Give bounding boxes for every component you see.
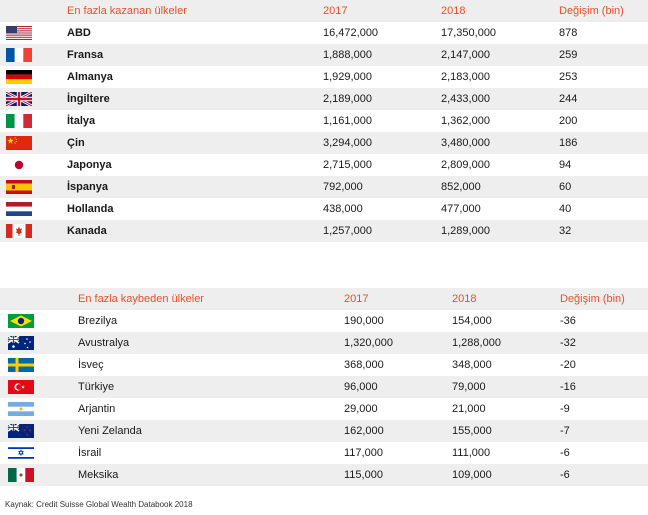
value-change: -32 bbox=[560, 337, 576, 349]
sweden-flag-icon bbox=[8, 358, 34, 372]
mexico-flag-icon bbox=[8, 468, 34, 482]
value-2017: 1,929,000 bbox=[323, 71, 372, 83]
value-2018: 2,433,000 bbox=[441, 93, 490, 105]
country-name: ABD bbox=[67, 27, 91, 39]
germany-flag-icon bbox=[6, 70, 32, 84]
value-change: -9 bbox=[560, 403, 570, 415]
country-name: İspanya bbox=[67, 181, 108, 193]
table-row bbox=[0, 442, 648, 464]
country-name: İsrail bbox=[78, 447, 102, 459]
value-2018: 2,147,000 bbox=[441, 49, 490, 61]
country-name: Avustralya bbox=[78, 337, 130, 349]
country-name: Hollanda bbox=[67, 203, 114, 215]
value-change: 253 bbox=[559, 71, 578, 83]
table-row bbox=[0, 110, 648, 132]
losers-header-2017: 2017 bbox=[344, 293, 369, 305]
gainers-header-2017: 2017 bbox=[323, 5, 348, 17]
value-2018: 21,000 bbox=[452, 403, 486, 415]
value-2017: 1,320,000 bbox=[344, 337, 393, 349]
value-2017: 3,294,000 bbox=[323, 137, 372, 149]
table-row bbox=[0, 376, 648, 398]
source-note: Kaynak: Credit Suisse Global Wealth Databook 2018 bbox=[5, 500, 193, 509]
value-change: 878 bbox=[559, 27, 578, 39]
france-flag-icon bbox=[6, 48, 32, 62]
netherlands-flag-icon bbox=[6, 202, 32, 216]
value-2017: 115,000 bbox=[344, 469, 383, 481]
gainers-header-change: Değişim (bin) bbox=[559, 5, 624, 17]
country-name: Kanada bbox=[67, 225, 107, 237]
losers-table bbox=[0, 288, 648, 486]
value-change: -36 bbox=[560, 315, 576, 327]
gainers-header-row bbox=[0, 0, 648, 22]
value-change: 259 bbox=[559, 49, 578, 61]
table-row bbox=[0, 220, 648, 242]
value-change: -20 bbox=[560, 359, 576, 371]
brazil-flag-icon bbox=[8, 314, 34, 328]
country-name: Arjantin bbox=[78, 403, 116, 415]
table-row bbox=[0, 420, 648, 442]
china-flag-icon bbox=[6, 136, 32, 150]
value-2017: 190,000 bbox=[344, 315, 384, 327]
losers-header-country: En fazla kaybeden ülkeler bbox=[78, 293, 204, 305]
canada-flag-icon bbox=[6, 224, 32, 238]
table-row bbox=[0, 354, 648, 376]
value-2018: 154,000 bbox=[452, 315, 492, 327]
country-name: Yeni Zelanda bbox=[78, 425, 142, 437]
value-2018: 17,350,000 bbox=[441, 27, 497, 39]
table-row bbox=[0, 154, 648, 176]
value-2017: 1,257,000 bbox=[323, 225, 372, 237]
country-name: Almanya bbox=[67, 71, 113, 83]
country-name: Japonya bbox=[67, 159, 112, 171]
israel-flag-icon bbox=[8, 446, 34, 460]
value-2018: 2,809,000 bbox=[441, 159, 490, 171]
value-change: -7 bbox=[560, 425, 570, 437]
value-2017: 438,000 bbox=[323, 203, 363, 215]
table-row bbox=[0, 22, 648, 44]
value-2017: 792,000 bbox=[323, 181, 363, 193]
gainers-header-2018: 2018 bbox=[441, 5, 466, 17]
value-2018: 111,000 bbox=[452, 447, 491, 459]
value-2017: 368,000 bbox=[344, 359, 384, 371]
table-row bbox=[0, 464, 648, 486]
losers-header-change: Değişim (bin) bbox=[560, 293, 625, 305]
argentina-flag-icon bbox=[8, 402, 34, 416]
value-change: 32 bbox=[559, 225, 572, 237]
value-2018: 79,000 bbox=[452, 381, 486, 393]
italy-flag-icon bbox=[6, 114, 32, 128]
table-row bbox=[0, 198, 648, 220]
table-row bbox=[0, 310, 648, 332]
table-row bbox=[0, 66, 648, 88]
table-row bbox=[0, 176, 648, 198]
value-2018: 348,000 bbox=[452, 359, 492, 371]
japan-flag-icon bbox=[6, 158, 32, 172]
country-name: Türkiye bbox=[78, 381, 115, 393]
losers-header-2018: 2018 bbox=[452, 293, 477, 305]
value-change: 186 bbox=[559, 137, 578, 149]
value-change: 200 bbox=[559, 115, 578, 127]
table-row bbox=[0, 398, 648, 420]
value-change: 40 bbox=[559, 203, 572, 215]
usa-flag-icon bbox=[6, 26, 32, 40]
table-row bbox=[0, 132, 648, 154]
value-2018: 109,000 bbox=[452, 469, 492, 481]
table-row bbox=[0, 44, 648, 66]
value-2018: 1,288,000 bbox=[452, 337, 501, 349]
gainers-table bbox=[0, 0, 648, 242]
uk-flag-icon bbox=[6, 92, 32, 106]
value-2017: 1,161,000 bbox=[323, 115, 372, 127]
value-change: -6 bbox=[560, 469, 570, 481]
value-2017: 1,888,000 bbox=[323, 49, 372, 61]
country-name: Fransa bbox=[67, 49, 104, 61]
value-change: -6 bbox=[560, 447, 570, 459]
value-2017: 96,000 bbox=[344, 381, 378, 393]
value-2017: 117,000 bbox=[344, 447, 383, 459]
spain-flag-icon bbox=[6, 180, 32, 194]
value-2017: 162,000 bbox=[344, 425, 384, 437]
value-2018: 1,362,000 bbox=[441, 115, 490, 127]
country-name: Brezilya bbox=[78, 315, 118, 327]
country-name: İtalya bbox=[67, 115, 96, 127]
value-2018: 477,000 bbox=[441, 203, 481, 215]
value-2018: 3,480,000 bbox=[441, 137, 490, 149]
value-2018: 155,000 bbox=[452, 425, 492, 437]
turkey-flag-icon bbox=[8, 380, 34, 394]
value-2018: 852,000 bbox=[441, 181, 481, 193]
country-name: Meksika bbox=[78, 469, 119, 481]
country-name: İsveç bbox=[78, 359, 104, 371]
value-change: 244 bbox=[559, 93, 578, 105]
value-change: 60 bbox=[559, 181, 572, 193]
table-row bbox=[0, 88, 648, 110]
value-2018: 2,183,000 bbox=[441, 71, 490, 83]
table-row bbox=[0, 332, 648, 354]
new-zealand-flag-icon bbox=[8, 424, 34, 438]
value-2017: 2,189,000 bbox=[323, 93, 372, 105]
value-2017: 2,715,000 bbox=[323, 159, 372, 171]
value-2018: 1,289,000 bbox=[441, 225, 490, 237]
country-name: İngiltere bbox=[67, 93, 110, 105]
value-change: 94 bbox=[559, 159, 572, 171]
australia-flag-icon bbox=[8, 336, 34, 350]
country-name: Çin bbox=[67, 137, 85, 149]
losers-header-row bbox=[0, 288, 648, 310]
value-2017: 16,472,000 bbox=[323, 27, 379, 39]
gainers-header-country: En fazla kazanan ülkeler bbox=[67, 5, 187, 17]
value-change: -16 bbox=[560, 381, 576, 393]
value-2017: 29,000 bbox=[344, 403, 378, 415]
